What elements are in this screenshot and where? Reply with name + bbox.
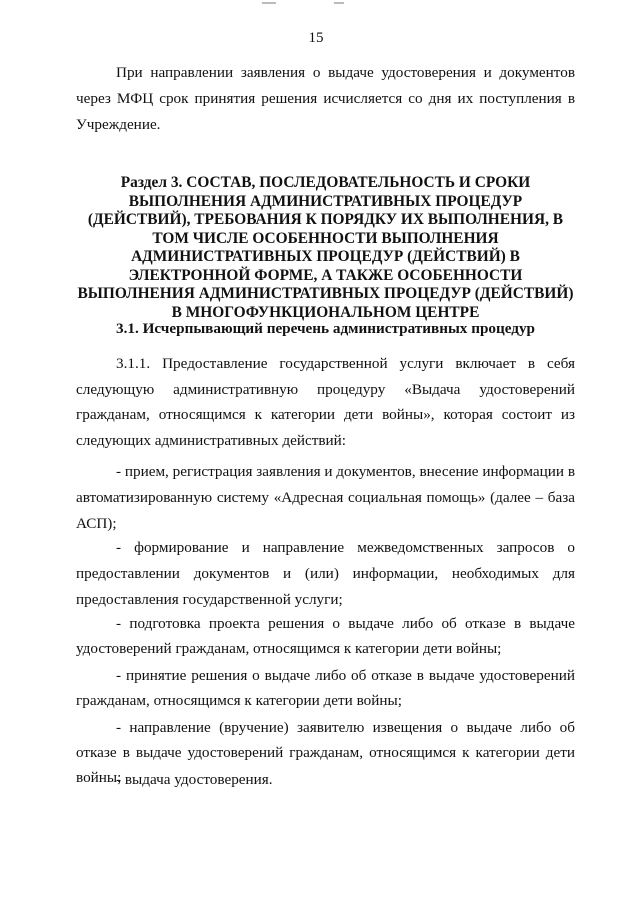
paragraph-procedure-intro: 3.1.1. Предоставление государственной услуги включает в себя следующую административную процедуру «Выдача удостоверений гражданам, относящимся к категории дети войны», которая состоит из следующих административных действий: <box>76 355 575 449</box>
list-item: - направление (вручение) заявителю извещения о выдаче либо об отказе в выдаче удостоверений гражданам, относящимся к категории дети войны; <box>76 719 575 786</box>
list-item: - выдача удостоверения. <box>116 771 273 788</box>
list-item: - формирование и направление межведомственных запросов о предоставлении документов и (или) информации, необходимых для предоставления государственной услуги; <box>76 539 575 608</box>
list-item: - подготовка проекта решения о выдаче либо об отказе в выдаче удостоверений гражданам, относящимся к категории дети войны; <box>76 615 575 657</box>
list-item: - принятие решения о выдаче либо об отказе в выдаче удостоверений гражданам, относящимся к категории дети войны; <box>76 667 575 709</box>
subsection-title: 3.1. Исчерпывающий перечень административных процедур <box>115 320 536 337</box>
list-item: - прием, регистрация заявления и документов, внесение информации в автоматизированную систему «Адресная социальная помощь» (далее – база АСП); <box>76 463 575 532</box>
scan-artifact <box>262 2 276 4</box>
page-number: 15 <box>308 30 324 46</box>
section-title: Раздел 3. СОСТАВ, ПОСЛЕДОВАТЕЛЬНОСТЬ И СРОКИ ВЫПОЛНЕНИЯ АДМИНИСТРАТИВНЫХ ПРОЦЕДУР (ДЕЙСТВИЙ), ТРЕБОВАНИЯ К ПОРЯДКУ ИХ ВЫПОЛНЕНИЯ, В ТОМ ЧИСЛЕ ОСОБЕННОСТИ ВЫПОЛНЕНИЯ АДМИНИСТРАТИВНЫХ ПРОЦЕДУР (ДЕЙСТВИЙ) В ЭЛЕКТРОННОЙ ФОРМЕ, А ТАКЖЕ ОСОБЕННОСТИ ВЫПОЛНЕНИЯ АДМИНИСТРАТИВНЫХ ПРОЦЕДУР (ДЕЙСТВИЙ) В МНОГОФУНКЦИОНАЛЬНОМ ЦЕНТРЕ <box>77 174 574 321</box>
paragraph-mfc-deadline: При направлении заявления о выдаче удостоверения и документов через МФЦ срок принятия решения исчисляется со дня их поступления в Учреждение. <box>76 64 575 133</box>
scan-artifact <box>334 2 344 4</box>
